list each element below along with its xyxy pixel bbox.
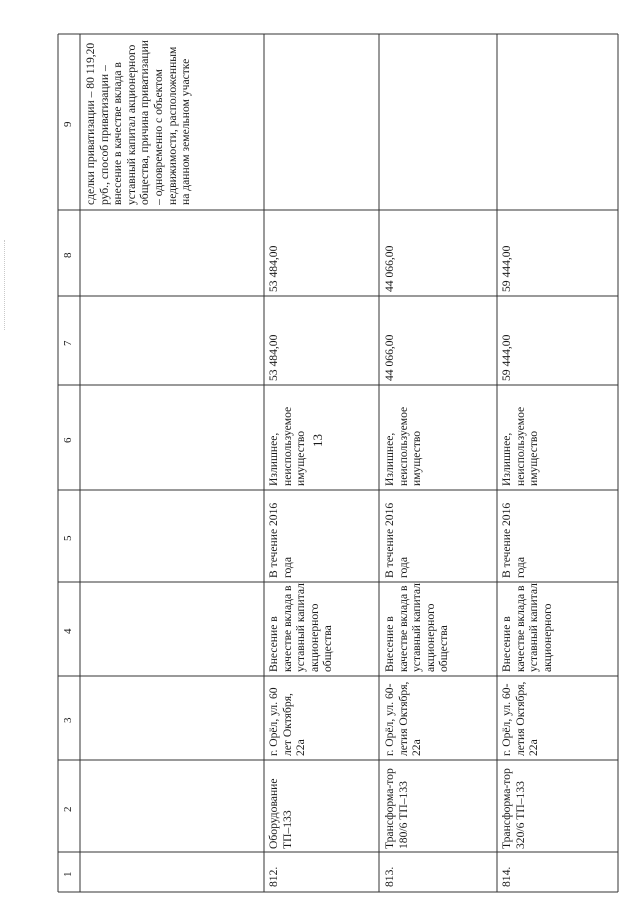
row-814-col8: 59 444,00 [500, 245, 513, 292]
col-number-9: 9 [62, 121, 74, 127]
row-813-method: Внесение в качестве вклада в уставный капитал акционерного общества [383, 583, 451, 672]
row-812-address: г. Орёл, ул. 60 лет Октября, 22а [267, 687, 308, 756]
row-814-col7: 59 444,00 [500, 334, 513, 381]
row-812-name: Оборудование ТП–133 [267, 778, 294, 849]
col-number-8: 8 [62, 252, 74, 258]
row-812-method: Внесение в качестве вклада в уставный капитал акционерного общества [267, 583, 335, 672]
row-812-number: 812. [267, 866, 280, 887]
row-814-term: В течение 2016 года [500, 502, 527, 578]
col-number-2: 2 [62, 806, 74, 812]
row-814-method: Внесение в качестве вклада в уставный капитал акционерного [500, 583, 554, 672]
row-813-col8: 44 066,00 [383, 245, 396, 292]
row-814-number: 814. [500, 866, 513, 887]
row-813-reason: Излишнее, неиспользуемое имущество [383, 406, 424, 486]
row-812-col8: 53 484,00 [267, 245, 280, 292]
col-number-7: 7 [62, 340, 74, 346]
row-812-reason: Излишнее, неиспользуемое имущество [267, 406, 308, 486]
row-814-address: г. Орёл, ул. 60-летия Октября, 22а [500, 681, 541, 756]
col-number-5: 5 [62, 535, 74, 541]
col-number-6: 6 [62, 437, 74, 443]
row-813-address: г. Орёл, ул. 60-летия Октября, 22а [383, 681, 424, 756]
row-813-term: В течение 2016 года [383, 502, 410, 578]
row-814-reason: Излишнее, неиспользуемое имущество [500, 406, 541, 486]
row-812-col7: 53 484,00 [267, 334, 280, 381]
row-814-name: Трансформа-тор 320/6 ТП–133 [500, 768, 527, 849]
col-number-4: 4 [62, 628, 74, 634]
row-813-number: 813. [383, 866, 396, 887]
continuation-note: сделки приватизации – 80 119,20 руб., способ приватизации – внесение в качестве вклада в уставный капитал акционерного общества, причина приватизации – одновременно с объектом недвижимости, расположенным на данном земельном участке [84, 39, 193, 205]
row-813-col7: 44 066,00 [383, 334, 396, 381]
row-813-name: Трансформа-тор 180/6 ТП–133 [383, 768, 410, 849]
col-number-1: 1 [62, 871, 74, 877]
page-number: 13 [310, 434, 325, 447]
row-812-term: В течение 2016 года [267, 502, 294, 578]
col-number-3: 3 [62, 717, 74, 723]
